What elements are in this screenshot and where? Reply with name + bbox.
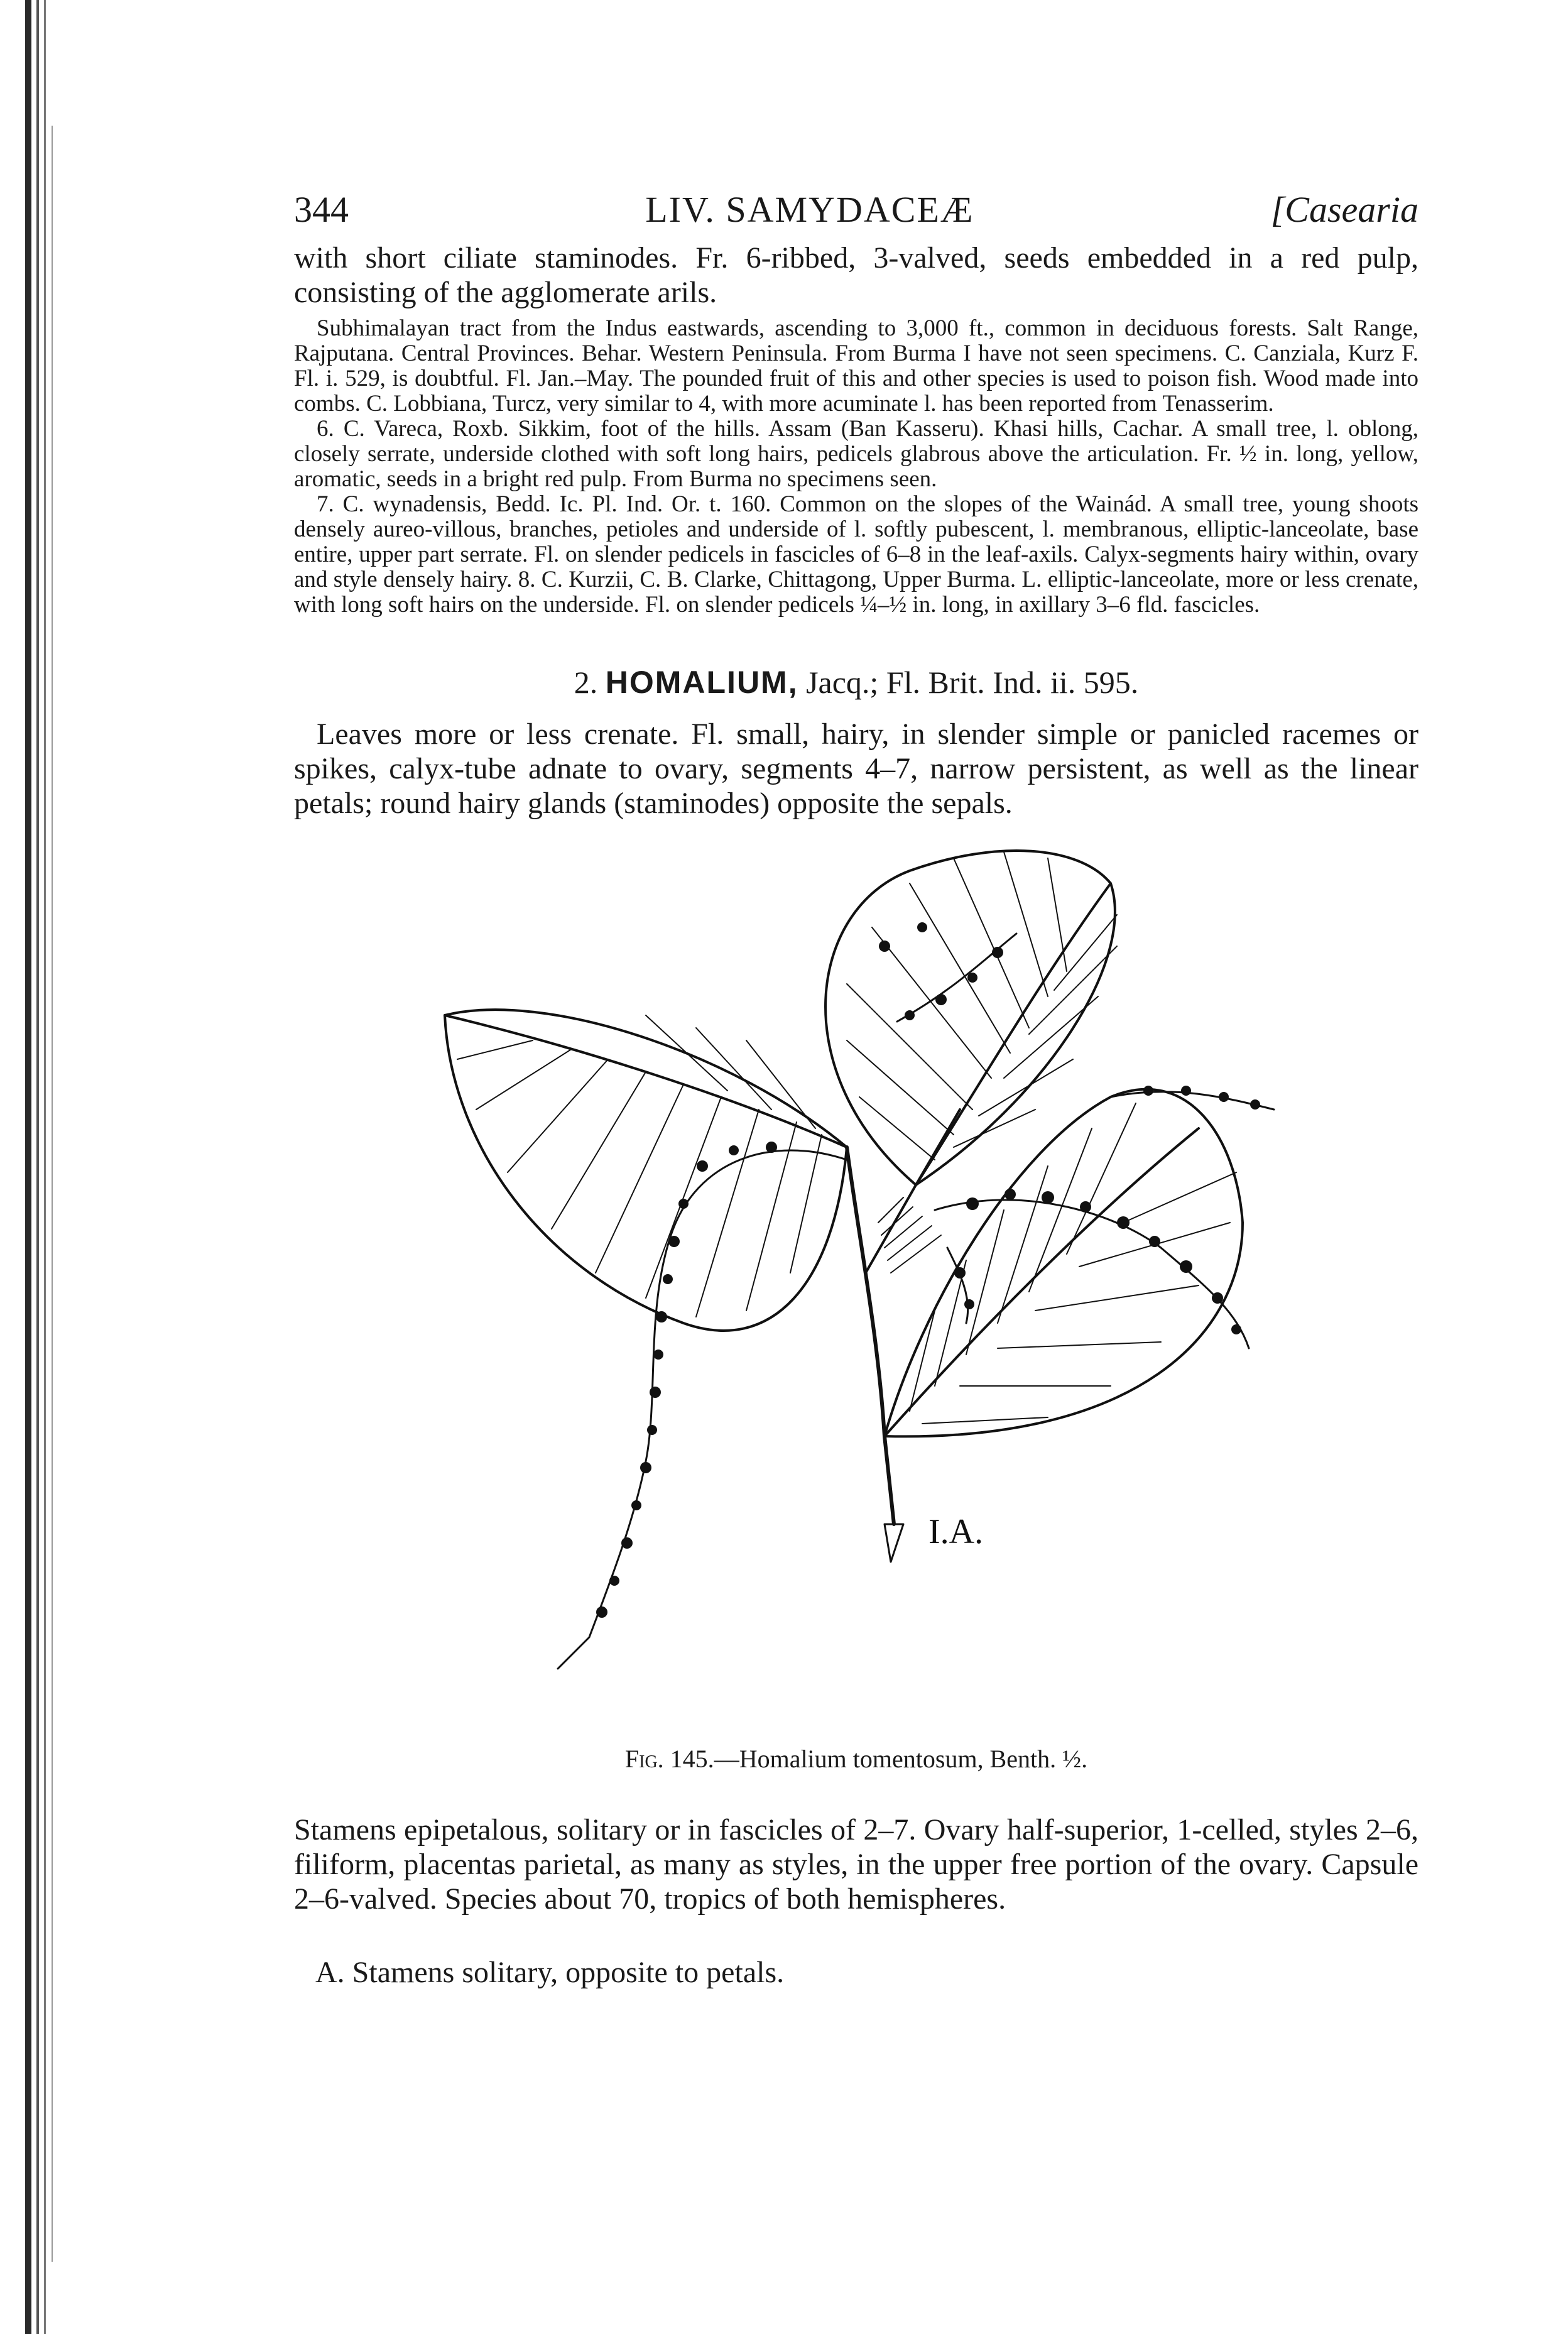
scan-binding-edge: [0, 0, 69, 2334]
artist-initials: I.A.: [928, 1512, 984, 1551]
notes-block: [294, 316, 1418, 618]
leaf-upper: [825, 851, 1115, 1185]
homalium-drawing: [294, 833, 1418, 1744]
note-species-wynadensis: 7. C. wynadensis, Bedd. Ic. Pl. Ind. Or. t. 160. Common on the slopes of the Wainád. A small tree, young shoots densely aureo-villous, branches, petioles and underside of l. softly pubescent, l. membranous, elliptic-lanceolate, base entire, upper part serrate. Fl. on slender pedicels in fascicles of 6–8 in the leaf-axils. Calyx-segments hairy within, ovary and style densely hairy. 8. C. Kurzii, C. B. Clarke, Chittagong, Upper Burma. L. elliptic-lanceolate, more or less crenate, with long soft hairs on the underside. Fl. on slender pedicels ¼–½ in. long, in axillary 3–6 fld. fascicles.: [294, 491, 1418, 618]
running-genus: [Casearia: [1270, 189, 1418, 230]
leaf-left: [445, 1010, 847, 1331]
figure-label: Fig. 145.: [624, 1745, 714, 1773]
note-species-vareca: 6. C. Vareca, Roxb. Sikkim, foot of the hills. Assam (Ban Kasseru). Khasi hills, Cachar. A small tree, l. oblong, closely serrate, underside clothed with soft long hairs, pedicels glabrous above the articulation. Fr. ½ in. long, yellow, aromatic, seeds in a bright red pulp. From Burma no specimens seen.: [294, 416, 1418, 492]
continuation-paragraph: Stamens epipetalous, solitary or in fascicles of 2–7. Ovary half-superior, 1-celled, styles 2–6, filiform, placentas parietal, as many as styles, in the upper free portion of the ovary. Capsule 2–6-valved. Species about 70, tropics of both hemispheres.: [294, 1813, 1418, 1916]
genus-heading: [294, 664, 1418, 701]
figure-caption-text: —Homalium tomentosum, Benth. ½.: [714, 1745, 1088, 1773]
genus-citation: Jacq.; Fl. Brit. Ind. ii. 595.: [806, 665, 1139, 700]
raceme-left: [558, 1150, 847, 1669]
figure-caption: [294, 1744, 1418, 1774]
genus-name: HOMALIUM,: [605, 665, 798, 700]
intro-paragraph: with short ciliate staminodes. Fr. 6-ribbed, 3-valved, seeds embedded in a red pulp, consisting of the agglomerate arils.: [294, 241, 1418, 309]
section-title: LIV. SAMYDACEÆ: [645, 189, 974, 230]
note-distribution: Subhimalayan tract from the Indus eastwards, ascending to 3,000 ft., common in deciduous forests. Salt Range, Rajputana. Central Provinces. Behar. Western Peninsula. From Burma I have not seen specimens. C. Canziala, Kurz F. Fl. i. 529, is doubtful. Fl. Jan.–May. The pounded fruit of this and other species is used to poison fish. Wood made into combs. C. Lobbiana, Turcz, very similar to 4, with more acuminate l. has been reported from Tenasserim.: [294, 315, 1418, 417]
key-line-a: A. Stamens solitary, opposite to petals.: [315, 1956, 785, 1989]
book-page: [294, 188, 1418, 1990]
genus-number: 2.: [574, 665, 598, 700]
running-head: [294, 188, 1418, 231]
raceme-top: [897, 934, 1016, 1022]
botanical-illustration: [294, 833, 1418, 1744]
genus-description: Leaves more or less crenate. Fl. small, hairy, in slender simple or panicled racemes or spikes, calyx-tube adnate to ovary, segments 4–7, narrow persistent, as well as the linear petals; round hairy glands (staminodes) opposite the sepals.: [294, 717, 1418, 820]
page-number: 344: [294, 189, 349, 230]
